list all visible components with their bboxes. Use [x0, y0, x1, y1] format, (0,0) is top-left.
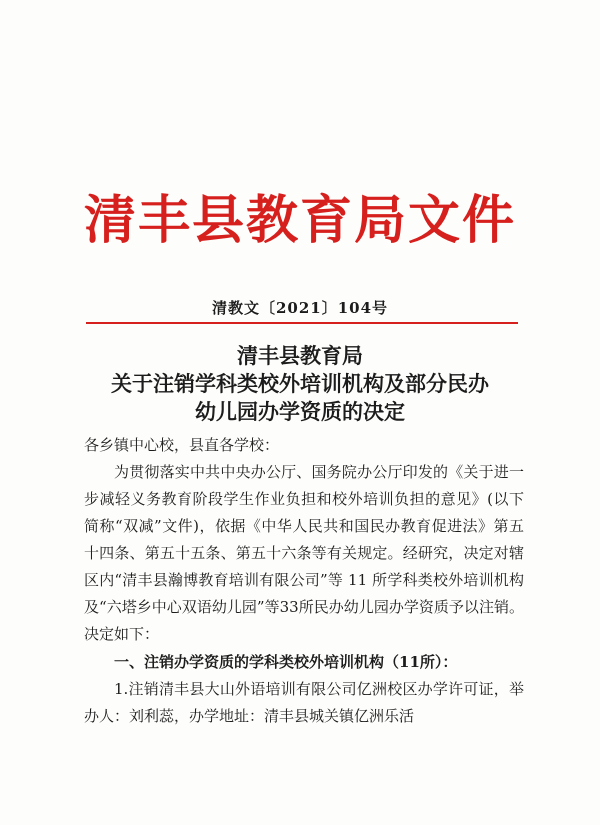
salutation: 各乡镇中心校，县直各学校： [84, 436, 280, 454]
list-item: 1.注销清丰县大山外语培训有限公司亿洲校区办学许可证，举办人：刘利蕊，办学地址：清丰县城关镇亿洲乐活 [84, 680, 524, 725]
body-paragraph: 为贯彻落实中共中央办公厅、国务院办公厅印发的《关于进一步减轻义务教育阶段学生作业负担和校外培训负担的意见》(以下简称“双减”文件)，依据《中华人民共和国民办教育促进法》第五十四条、第五十五条、第五十六条等有关规定。经研究，决定对辖区内“清丰县瀚博教育培训有限公司”等 11 所学科类校外培训机构及“六塔乡中心双语幼儿园”等33所民办幼儿园办学资质予以注销。决定如下： [84, 463, 524, 643]
red-divider-line [86, 322, 518, 324]
document-title [0, 342, 600, 426]
title-subject-line1: 关于注销学科类校外培训机构及部分民办 [111, 371, 489, 396]
document-header-title: 清丰县教育局文件 [83, 190, 516, 251]
title-issuer: 清丰县教育局 [237, 343, 363, 368]
document-body [84, 432, 524, 730]
document-number: 清教文〔2021〕104号 [211, 299, 389, 317]
section-heading: 一、注销办学资质的学科类校外培训机构（11所）： [114, 653, 458, 671]
title-subject-line2: 幼儿园办学资质的决定 [195, 399, 405, 424]
